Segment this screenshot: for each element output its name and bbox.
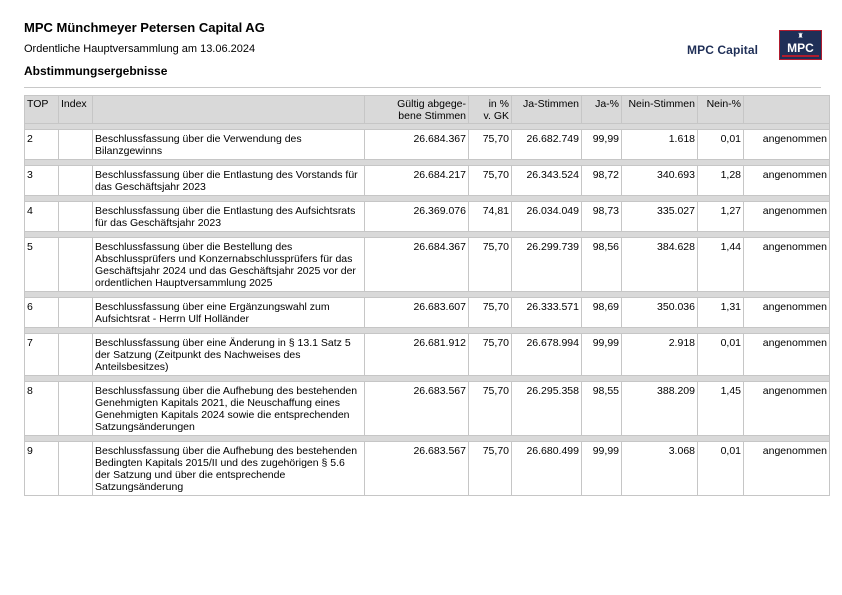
cell-no-votes: 384.628 [622, 238, 698, 292]
cell-yes-percent: 99,99 [582, 334, 622, 376]
cell-index [59, 238, 93, 292]
cell-top: 9 [25, 442, 59, 496]
cell-top: 6 [25, 298, 59, 328]
cell-valid-votes: 26.683.607 [365, 298, 469, 328]
table-row [25, 334, 830, 376]
company-name: MPC Münchmeyer Petersen Capital AG [24, 20, 265, 35]
cell-valid-votes: 26.369.076 [365, 202, 469, 232]
meeting-subtitle: Ordentliche Hauptversammlung am 13.06.2024 [24, 43, 256, 55]
table-row [25, 238, 830, 292]
cell-index [59, 166, 93, 196]
cell-index [59, 442, 93, 496]
crest-icon: ♜ [797, 33, 804, 40]
cell-no-percent: 0,01 [698, 334, 744, 376]
cell-subject: Beschlussfassung über die Entlastung des Aufsichtsrats für das Geschäftsjahr 2023 [93, 202, 365, 232]
cell-index [59, 130, 93, 160]
cell-index [59, 202, 93, 232]
cell-index [59, 298, 93, 328]
cell-yes-votes: 26.299.739 [512, 238, 582, 292]
cell-yes-votes: 26.680.499 [512, 442, 582, 496]
header-subject [93, 96, 365, 124]
cell-result: angenommen [744, 382, 830, 436]
cell-subject: Beschlussfassung über die Aufhebung des bestehenden Genehmigten Kapitals 2021, die Neuschaffung eines Genehmigten Kapitals 2024 sowie die entsprechenden Satzungsänderungen [93, 382, 365, 436]
cell-subject: Beschlussfassung über die Bestellung des Abschlussprüfers und Konzernabschlussprüfers für das Geschäftsjahr 2024 und das Geschäftsjahr 2025 vor der ordentlichen Hauptversammlung 2025 [93, 238, 365, 292]
cell-yes-percent: 98,73 [582, 202, 622, 232]
header-yes-percent: Ja-% [582, 96, 622, 124]
cell-valid-votes: 26.684.367 [365, 130, 469, 160]
cell-subject: Beschlussfassung über eine Ergänzungswahl zum Aufsichtsrat - Herrn Ulf Holländer [93, 298, 365, 328]
cell-no-percent: 1,27 [698, 202, 744, 232]
logo-text: MPC Capital [687, 43, 759, 57]
cell-subject: Beschlussfassung über die Entlastung des Vorstands für das Geschäftsjahr 2023 [93, 166, 365, 196]
header-percent-capital: in % v. GK [469, 96, 512, 124]
cell-no-percent: 1,44 [698, 238, 744, 292]
cell-yes-percent: 98,69 [582, 298, 622, 328]
cell-no-votes: 350.036 [622, 298, 698, 328]
table-header-row [25, 96, 830, 124]
cell-no-votes: 388.209 [622, 382, 698, 436]
cell-yes-percent: 98,55 [582, 382, 622, 436]
table-row [25, 382, 830, 436]
cell-subject: Beschlussfassung über die Verwendung des Bilanzgewinns [93, 130, 365, 160]
cell-percent-capital: 75,70 [469, 166, 512, 196]
cell-subject: Beschlussfassung über eine Änderung in § 13.1 Satz 5 der Satzung (Zeitpunkt des Nachweises des Anteilsbesitzes) [93, 334, 365, 376]
cell-valid-votes: 26.683.567 [365, 442, 469, 496]
logo-stripe [782, 55, 819, 57]
cell-yes-votes: 26.295.358 [512, 382, 582, 436]
cell-no-percent: 0,01 [698, 442, 744, 496]
cell-result: angenommen [744, 442, 830, 496]
cell-yes-percent: 98,72 [582, 166, 622, 196]
cell-top: 4 [25, 202, 59, 232]
logo-mark: MPC [787, 41, 814, 55]
table-row [25, 166, 830, 196]
cell-subject: Beschlussfassung über die Aufhebung des bestehenden Bedingten Kapitals 2015/II und des zugehörigen § 5.6 der Satzung und über die entsprechende Satzungsänderung [93, 442, 365, 496]
cell-no-votes: 2.918 [622, 334, 698, 376]
cell-result: angenommen [744, 238, 830, 292]
cell-valid-votes: 26.681.912 [365, 334, 469, 376]
header-no-votes: Nein-Stimmen [622, 96, 698, 124]
cell-top: 8 [25, 382, 59, 436]
cell-percent-capital: 75,70 [469, 130, 512, 160]
cell-top: 7 [25, 334, 59, 376]
cell-no-percent: 1,28 [698, 166, 744, 196]
cell-yes-votes: 26.682.749 [512, 130, 582, 160]
cell-result: angenommen [744, 130, 830, 160]
cell-result: angenommen [744, 334, 830, 376]
cell-no-percent: 1,45 [698, 382, 744, 436]
table-row [25, 442, 830, 496]
cell-percent-capital: 75,70 [469, 442, 512, 496]
cell-result: angenommen [744, 202, 830, 232]
cell-percent-capital: 75,70 [469, 298, 512, 328]
cell-yes-votes: 26.333.571 [512, 298, 582, 328]
cell-percent-capital: 74,81 [469, 202, 512, 232]
cell-no-votes: 1.618 [622, 130, 698, 160]
cell-valid-votes: 26.684.367 [365, 238, 469, 292]
header-no-percent: Nein-% [698, 96, 744, 124]
header-yes-votes: Ja-Stimmen [512, 96, 582, 124]
cell-no-percent: 0,01 [698, 130, 744, 160]
mpc-logo [779, 30, 822, 60]
header-valid-votes: Gültig abgege- bene Stimmen [365, 96, 469, 124]
section-title: Abstimmungsergebnisse [24, 64, 168, 78]
cell-top: 5 [25, 238, 59, 292]
cell-no-votes: 335.027 [622, 202, 698, 232]
cell-no-votes: 340.693 [622, 166, 698, 196]
cell-yes-percent: 99,99 [582, 130, 622, 160]
table-row [25, 298, 830, 328]
cell-index [59, 382, 93, 436]
cell-yes-percent: 98,56 [582, 238, 622, 292]
table-row [25, 130, 830, 160]
header-divider [24, 87, 821, 88]
header-index: Index [59, 96, 93, 124]
table-row [25, 202, 830, 232]
header-top: TOP [25, 96, 59, 124]
cell-valid-votes: 26.684.217 [365, 166, 469, 196]
cell-top: 2 [25, 130, 59, 160]
cell-index [59, 334, 93, 376]
voting-results-table [24, 95, 830, 496]
cell-valid-votes: 26.683.567 [365, 382, 469, 436]
cell-percent-capital: 75,70 [469, 382, 512, 436]
cell-yes-votes: 26.343.524 [512, 166, 582, 196]
cell-percent-capital: 75,70 [469, 334, 512, 376]
cell-top: 3 [25, 166, 59, 196]
cell-yes-votes: 26.678.994 [512, 334, 582, 376]
cell-yes-votes: 26.034.049 [512, 202, 582, 232]
cell-yes-percent: 99,99 [582, 442, 622, 496]
table-body [25, 124, 830, 496]
header-result [744, 96, 830, 124]
cell-result: angenommen [744, 166, 830, 196]
cell-result: angenommen [744, 298, 830, 328]
cell-percent-capital: 75,70 [469, 238, 512, 292]
cell-no-votes: 3.068 [622, 442, 698, 496]
cell-no-percent: 1,31 [698, 298, 744, 328]
